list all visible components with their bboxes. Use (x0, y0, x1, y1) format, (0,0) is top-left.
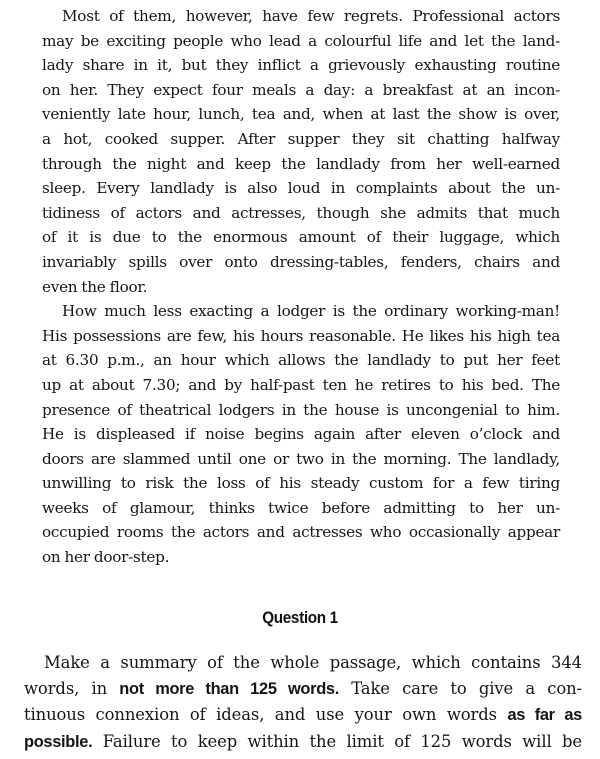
emphasis-text: as far as (507, 706, 582, 725)
question-line (24, 650, 582, 676)
question-line (24, 729, 582, 755)
emphasis-text: not more than 125 words. (119, 680, 340, 699)
body-text: tinuous connexion of ideas, and use your own words (24, 705, 508, 725)
text-line: up at about 7.30; and by half-past ten he retires to his bed. The (42, 375, 560, 394)
body-text: Take care to give a con- (339, 679, 582, 699)
text-line: veniently late hour, lunch, tea and, when at last the show is over, (42, 105, 560, 124)
body-text: words, in (24, 679, 120, 699)
text-line: doors are slammed until one or two in the morning. The landlady, (42, 449, 560, 468)
text-line: tidiness of actors and actresses, though she admits that much (42, 203, 560, 222)
passage (42, 4, 560, 570)
text-line: through the night and keep the landlady from her well-earned (42, 154, 560, 173)
text-line: unwilling to risk the loss of his steady custom for a few tiring (42, 474, 560, 493)
question-heading: Question 1 (262, 608, 338, 627)
emphasis-text: possible. (24, 732, 93, 751)
text-line: of it is due to the enormous amount of their luggage, which (42, 228, 560, 247)
text-line: a hot, cooked supper. After supper they sit chatting halfway (42, 129, 560, 148)
question-line (24, 676, 582, 702)
text-line: on her. They expect four meals a day: a breakfast at an incon- (42, 80, 560, 99)
text-line: Most of them, however, have few regrets. Professional actors (62, 7, 560, 25)
body-text: Make a summary of the whole passage, which contains 344 (44, 653, 582, 672)
text-line: lady share in it, but they inflict a grievously exhausting routine (42, 56, 560, 75)
text-line: presence of theatrical lodgers in the house is uncongenial to him. (42, 400, 560, 419)
paragraph-1 (42, 4, 560, 299)
text-line: occupied rooms the actors and actresses who occasionally appear (42, 523, 560, 542)
text-line: weeks of glamour, thinks twice before admitting to her un- (42, 498, 560, 517)
text-line: He is displeased if noise begins again after eleven o’clock and (42, 425, 560, 444)
text-line: invariably spills over onto dressing-tables, fenders, chairs and (42, 252, 560, 271)
text-line: may be exciting people who lead a colourful life and let the land- (42, 31, 560, 50)
text-line: even the floor. (42, 277, 148, 296)
question-line (24, 702, 582, 728)
text-line: on her door-step. (42, 548, 170, 567)
text-line: at 6.30 p.m., an hour which allows the landlady to put her feet (42, 351, 560, 370)
paragraph-2 (42, 299, 560, 570)
text-line: How much less exacting a lodger is the ordinary working-man! (62, 302, 560, 321)
text-line: sleep. Every landlady is also loud in complaints about the un- (42, 179, 560, 198)
text-line: His possessions are few, his hours reasonable. He likes his high tea (42, 326, 560, 345)
question-text (24, 650, 582, 755)
body-text: Failure to keep within the limit of 125 words will be (92, 731, 582, 751)
